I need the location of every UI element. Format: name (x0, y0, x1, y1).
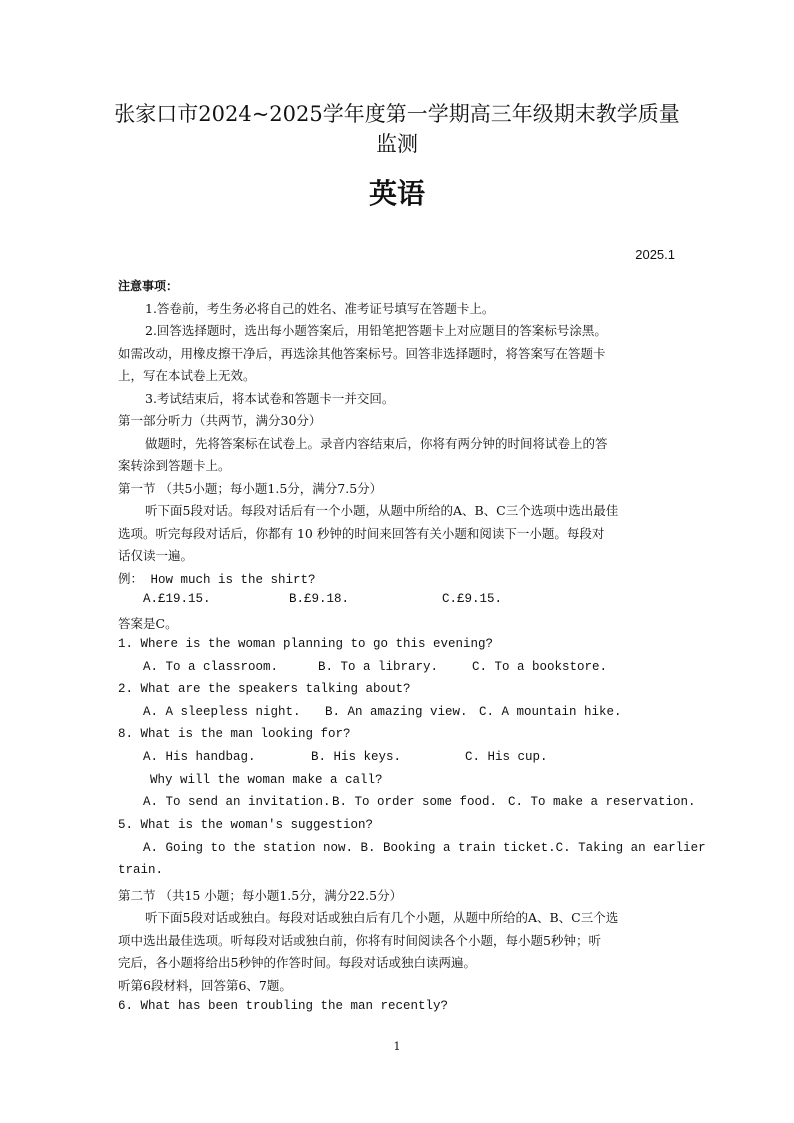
section1-intro: 听下面5段对话。每段对话后有一个小题，从题中所给的A、B、C三个选项中选出最佳 (145, 503, 619, 518)
section2-intro: 听下面5段对话或独白。每段对话或独白后有几个小题，从题中所给的A、B、C三个选 (145, 910, 619, 925)
question-6: 6. What has been troubling the man recently? (118, 999, 449, 1013)
question-2-option-c: C. A mountain hike. (479, 705, 622, 719)
section2-intro-cont2: 完后，各小题将给出5秒钟的作答时间。每段对话或独白读两遍。 (118, 955, 476, 970)
question-3-option-c: C. His cup. (465, 750, 548, 764)
question-3-option-b: B. His keys. (311, 750, 402, 764)
question-2-option-b: B. An amazing view. (325, 705, 468, 719)
question-3: 8. What is the man looking for? (118, 727, 351, 741)
notice-item-1: 1.答卷前，考生务必将自己的姓名、准考证号填写在答题卡上。 (145, 301, 495, 316)
question-4-option-a: A. To send an invitation. (143, 795, 331, 809)
question-3-option-a: A. His handbag. (143, 750, 256, 764)
question-4: Why will the woman make a call? (150, 773, 383, 787)
notice-item-2-cont2: 上，写在本试卷上无效。 (118, 368, 256, 383)
exam-date: 2025.1 (635, 247, 675, 262)
part1-heading: 第一部分听力（共两节，满分30分） (118, 413, 322, 428)
question-1-option-b: B. To a library. (318, 660, 439, 674)
section2-heading: 第二节 （共15 小题；每小题1.5分，满分22.5分） (118, 888, 403, 903)
question-5-options-cont: train. (118, 863, 164, 877)
example-option-c: C.£9.15. (442, 592, 503, 606)
example-answer: 答案是C。 (118, 616, 178, 631)
notice-heading: 注意事项： (118, 279, 179, 293)
question-1-option-a: A. To a classroom. (143, 660, 279, 674)
notice-item-3: 3.考试结束后，将本试卷和答题卡一并交回。 (145, 391, 395, 406)
question-5-options: A. Going to the station now. B. Booking a train ticket.C. Taking an earlier (143, 841, 706, 855)
question-4-option-c: C. To make a reservation. (508, 795, 696, 809)
example-option-a: A.£19.15. (143, 592, 211, 606)
section1-heading: 第一节 （共5小题；每小题1.5分，满分7.5分） (118, 481, 383, 496)
example-question: 例： How much is the shirt? (118, 573, 316, 587)
notice-item-2-cont: 如需改动，用橡皮擦干净后，再选涂其他答案标号。回答非选择题时，将答案写在答题卡 (118, 346, 606, 361)
section2-intro-cont: 项中选出最佳选项。听每段对话或独白前，你将有时间阅读各个小题，每小题5秒钟；听 (118, 933, 601, 948)
page-number: 1 (393, 1040, 401, 1053)
section1-intro-cont2: 话仅读一遍。 (118, 548, 194, 563)
notice-item-2: 2.回答选择题时，选出每小题答案后，用铅笔把答题卡上对应题目的答案标号涂黑。 (145, 323, 607, 338)
subject-heading: 英语 (368, 177, 425, 210)
question-2: 2. What are the speakers talking about? (118, 682, 411, 696)
question-2-option-a: A. A sleepless night. (143, 705, 301, 719)
question-1: 1. Where is the woman planning to go this evening? (118, 637, 494, 651)
section1-intro-cont: 选项。听完每段对话后，你都有 10 秒钟的时间来回答有关小题和阅读下一小题。每段对 (118, 526, 605, 541)
question-4-option-b: B. To order some food. (332, 795, 498, 809)
material-instruction: 听第6段材料，回答第6、7题。 (118, 978, 292, 993)
part1-intro: 做题时，先将答案标在试卷上。录音内容结束后，你将有两分钟的时间将试卷上的答 (145, 436, 608, 451)
question-5: 5. What is the woman's suggestion? (118, 818, 374, 832)
question-1-option-c: C. To a bookstore. (472, 660, 608, 674)
exam-title-line2: 监测 (376, 132, 418, 156)
exam-title-line1: 张家口市2024~2025学年度第一学期高三年级期末教学质量 (114, 102, 680, 126)
example-option-b: B.£9.18. (289, 592, 350, 606)
part1-intro-cont: 案转涂到答题卡上。 (118, 458, 231, 473)
